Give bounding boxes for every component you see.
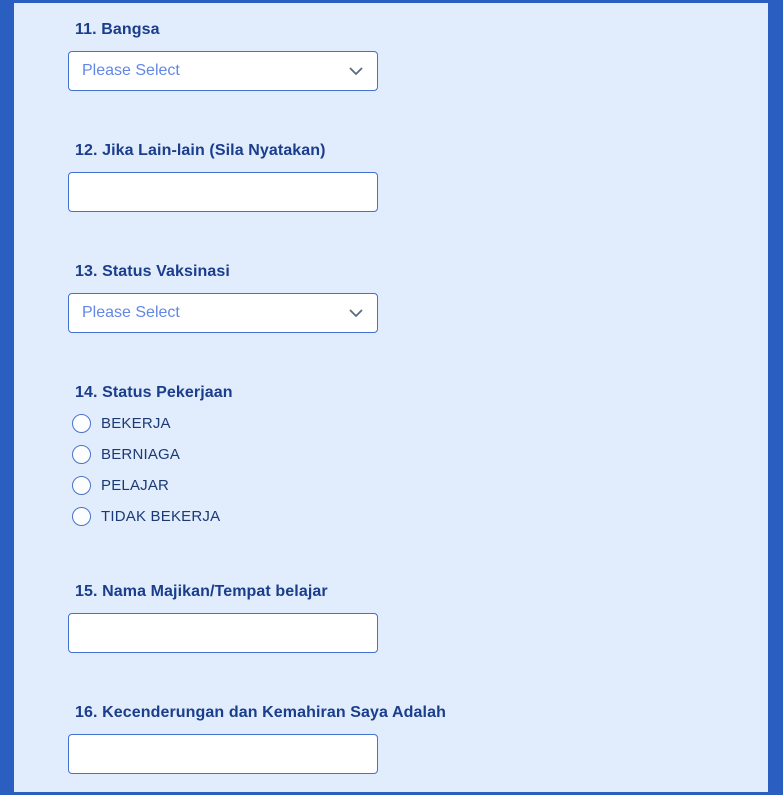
kecenderungan-input[interactable] — [68, 734, 378, 774]
question-label: 11. Bangsa — [75, 21, 160, 38]
radio-button[interactable] — [72, 445, 91, 464]
question-status-vaksinasi — [68, 261, 768, 333]
status-pekerjaan-radio-group — [68, 408, 768, 532]
radio-button[interactable] — [72, 476, 91, 495]
radio-option-tidak-bekerja[interactable] — [72, 501, 768, 532]
question-status-pekerjaan — [68, 382, 768, 532]
radio-button[interactable] — [72, 507, 91, 526]
radio-option-berniaga[interactable] — [72, 439, 768, 470]
nama-majikan-input[interactable] — [68, 613, 378, 653]
question-bangsa — [68, 19, 768, 91]
chevron-down-icon — [349, 309, 363, 318]
question-label: 14. Status Pekerjaan — [75, 384, 233, 401]
jika-lain-lain-input[interactable] — [68, 172, 378, 212]
radio-option-label[interactable]: BEKERJA — [101, 415, 171, 432]
radio-option-label[interactable]: PELAJAR — [101, 477, 170, 494]
question-label: 12. Jika Lain-lain (Sila Nyatakan) — [75, 142, 326, 159]
radio-option-pelajar[interactable] — [72, 470, 768, 501]
status-vaksinasi-select[interactable] — [68, 293, 378, 333]
select-selected-value: Please Select — [82, 62, 180, 79]
chevron-down-icon — [349, 67, 363, 76]
bangsa-select[interactable] — [68, 51, 378, 91]
question-nama-majikan — [68, 581, 768, 653]
radio-option-bekerja[interactable] — [72, 408, 768, 439]
radio-option-label[interactable]: TIDAK BEKERJA — [101, 508, 221, 525]
select-selected-value: Please Select — [82, 304, 180, 321]
question-jika-lain-lain — [68, 140, 768, 212]
question-label: 16. Kecenderungan dan Kemahiran Saya Adalah — [75, 704, 446, 721]
question-kecenderungan — [68, 702, 768, 774]
radio-button[interactable] — [72, 414, 91, 433]
question-label: 13. Status Vaksinasi — [75, 263, 230, 280]
radio-option-label[interactable]: BERNIAGA — [101, 446, 181, 463]
form-card — [14, 3, 768, 792]
question-label: 15. Nama Majikan/Tempat belajar — [75, 583, 328, 600]
